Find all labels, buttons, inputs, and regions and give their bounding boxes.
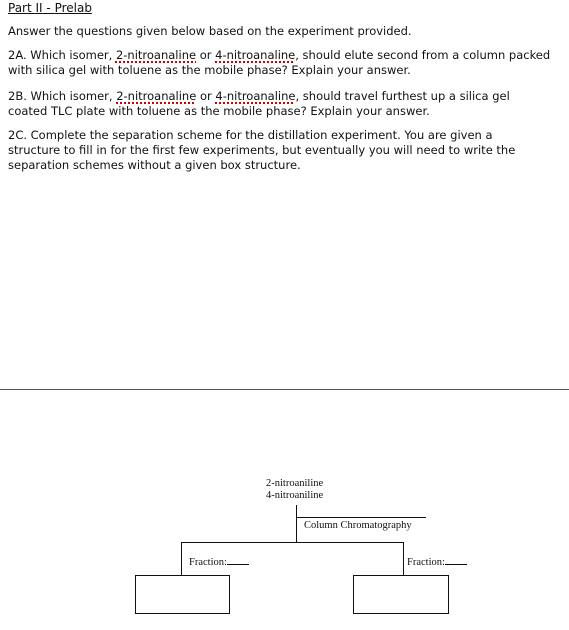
question-2b-line-2: coated TLC plate with toluene as the mobile phase? Explain your answer. bbox=[8, 104, 430, 118]
fraction-left-text: Fraction: bbox=[189, 557, 227, 568]
question-2a-isomer-1[interactable]: 2-nitroanaline bbox=[115, 48, 197, 62]
question-2b-text-3: , should travel furthest up a silica gel bbox=[295, 89, 510, 103]
method-label: Column Chromatography bbox=[304, 520, 412, 531]
question-2a bbox=[8, 48, 564, 78]
question-2b bbox=[8, 89, 564, 119]
mixture-label-2: 4-nitroaniline bbox=[266, 490, 324, 501]
question-2a-text-3: , should elute second from a column packed bbox=[295, 48, 551, 62]
question-2c-line-1: 2C. Complete the separation scheme for the distillation experiment. You are given a bbox=[8, 128, 493, 142]
question-2a-line-2: with silica gel with toluene as the mobile phase? Explain your answer. bbox=[8, 63, 411, 77]
question-2a-line-1 bbox=[8, 48, 564, 63]
question-2b-text-1: 2B. Which isomer, bbox=[8, 89, 117, 103]
instructions-text: Answer the questions given below based on the experiment provided. bbox=[8, 24, 412, 38]
question-2a-isomer-2[interactable]: 4-nitroanaline bbox=[215, 48, 296, 62]
fraction-right-text: Fraction: bbox=[407, 557, 445, 568]
question-2a-text-1: 2A. Which isomer, bbox=[8, 48, 116, 62]
mixture-label-1: 2-nitroaniline bbox=[266, 478, 324, 489]
question-2b-line-1 bbox=[8, 89, 564, 104]
fraction-left-blank[interactable] bbox=[227, 555, 249, 565]
question-2c bbox=[8, 128, 564, 173]
question-2b-isomer-2[interactable]: 4-nitroanaline bbox=[215, 89, 296, 103]
section-heading bbox=[8, 0, 92, 16]
fraction-left-label bbox=[189, 555, 249, 569]
page-divider bbox=[0, 389, 569, 390]
split-bar bbox=[181, 542, 404, 543]
left-branch-line bbox=[181, 542, 182, 575]
scheme-trunk-line bbox=[296, 505, 297, 542]
heading-part[interactable]: Part II bbox=[8, 1, 43, 15]
question-2a-text-2: or bbox=[196, 48, 216, 62]
right-branch-line bbox=[403, 542, 404, 575]
question-2b-text-2: or bbox=[196, 89, 216, 103]
question-2c-line-3: separation schemes without a given box structure. bbox=[8, 158, 301, 172]
fraction-right-label bbox=[407, 555, 467, 569]
heading-separator: - bbox=[42, 1, 55, 15]
fraction-right-box[interactable] bbox=[353, 575, 449, 614]
method-bar bbox=[296, 517, 426, 518]
question-2c-line-2: structure to fill in for the first few experiments, but eventually you will need to write the bbox=[8, 143, 516, 157]
question-2b-isomer-1[interactable]: 2-nitroanaline bbox=[116, 89, 197, 103]
heading-title[interactable]: Prelab bbox=[54, 1, 92, 15]
fraction-right-blank[interactable] bbox=[445, 555, 467, 565]
fraction-left-box[interactable] bbox=[135, 575, 230, 614]
